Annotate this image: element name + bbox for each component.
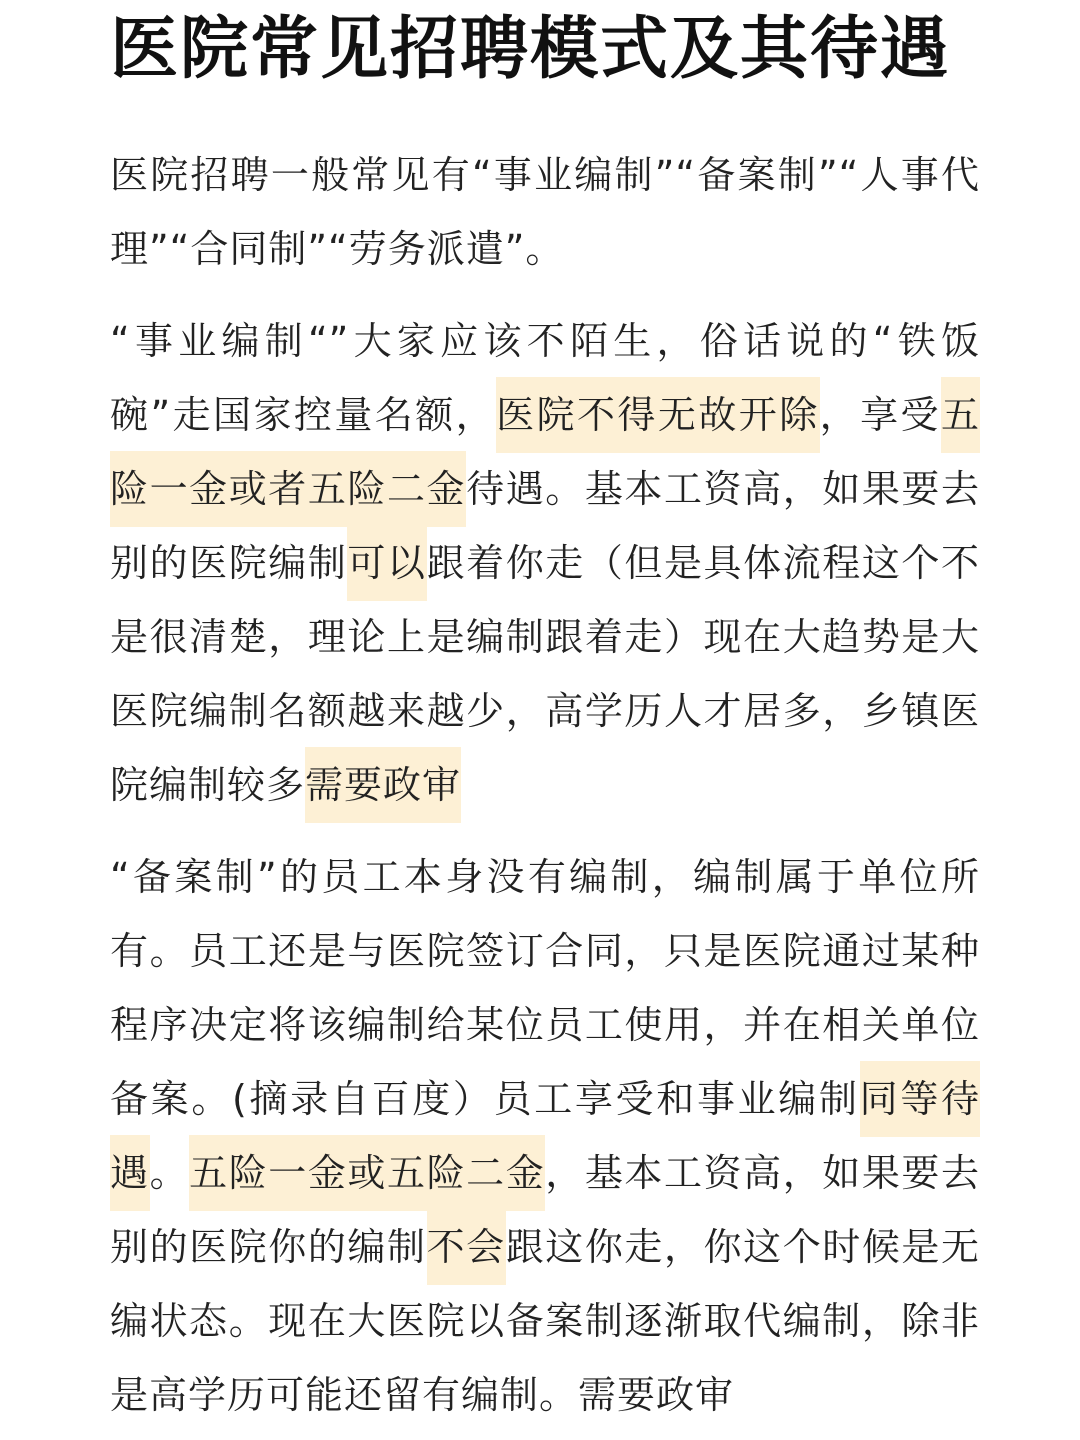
- text-segment: 。: [149, 1151, 190, 1195]
- text-segment: “备案制”的员工本身没有编制，编制属于单位所有。员工还是与医院签订合同，只是医院通过某种程序决定将该编制给某位员工使用，并在相关单位备案。(摘录自百度）员工享受和事业编制: [110, 855, 980, 1121]
- highlight-text: 医院不得无故开除: [496, 377, 820, 453]
- text-segment: ，基本工资高，如果要去别的医院你的编制: [110, 1151, 980, 1269]
- paragraph-intro: [110, 138, 980, 286]
- highlight-text: 不会: [427, 1209, 506, 1285]
- text-segment: 跟这你走，你这个时候是无编状态。现在大医院以备案制逐渐取代编制，除非是高学历可能还留有编制。需要政审: [110, 1225, 980, 1417]
- article: [110, 0, 980, 1432]
- text-segment: ，享受: [819, 393, 941, 437]
- highlight-text: 需要政审: [305, 747, 461, 823]
- article-title: 医院常见招聘模式及其待遇: [110, 10, 951, 89]
- highlight-text: 同等待遇: [110, 1061, 980, 1211]
- paragraph-beian-zhi: [110, 840, 980, 1432]
- text-segment: “事业编制“”大家应该不陌生，俗话说的“铁饭碗”走国家控量名额，: [110, 319, 980, 437]
- highlight-text: 五险一金或者五险二金: [110, 377, 980, 527]
- text-segment: 待遇。基本工资高，如果要去别的医院编制: [110, 467, 980, 585]
- paragraph-shiye-bianzhi: [110, 304, 980, 822]
- text-segment: 医院招聘一般常见有“事业编制”“备案制”“人事代理”“合同制”“劳务派遣”。: [110, 153, 980, 271]
- highlight-text: 五险一金或五险二金: [189, 1135, 545, 1211]
- text-segment: 跟着你走（但是具体流程这个不是很清楚，理论上是编制跟着走）现在大趋势是大医院编制名额越来越少，高学历人才居多，乡镇医院编制较多: [110, 541, 980, 807]
- highlight-text: 可以: [347, 525, 426, 601]
